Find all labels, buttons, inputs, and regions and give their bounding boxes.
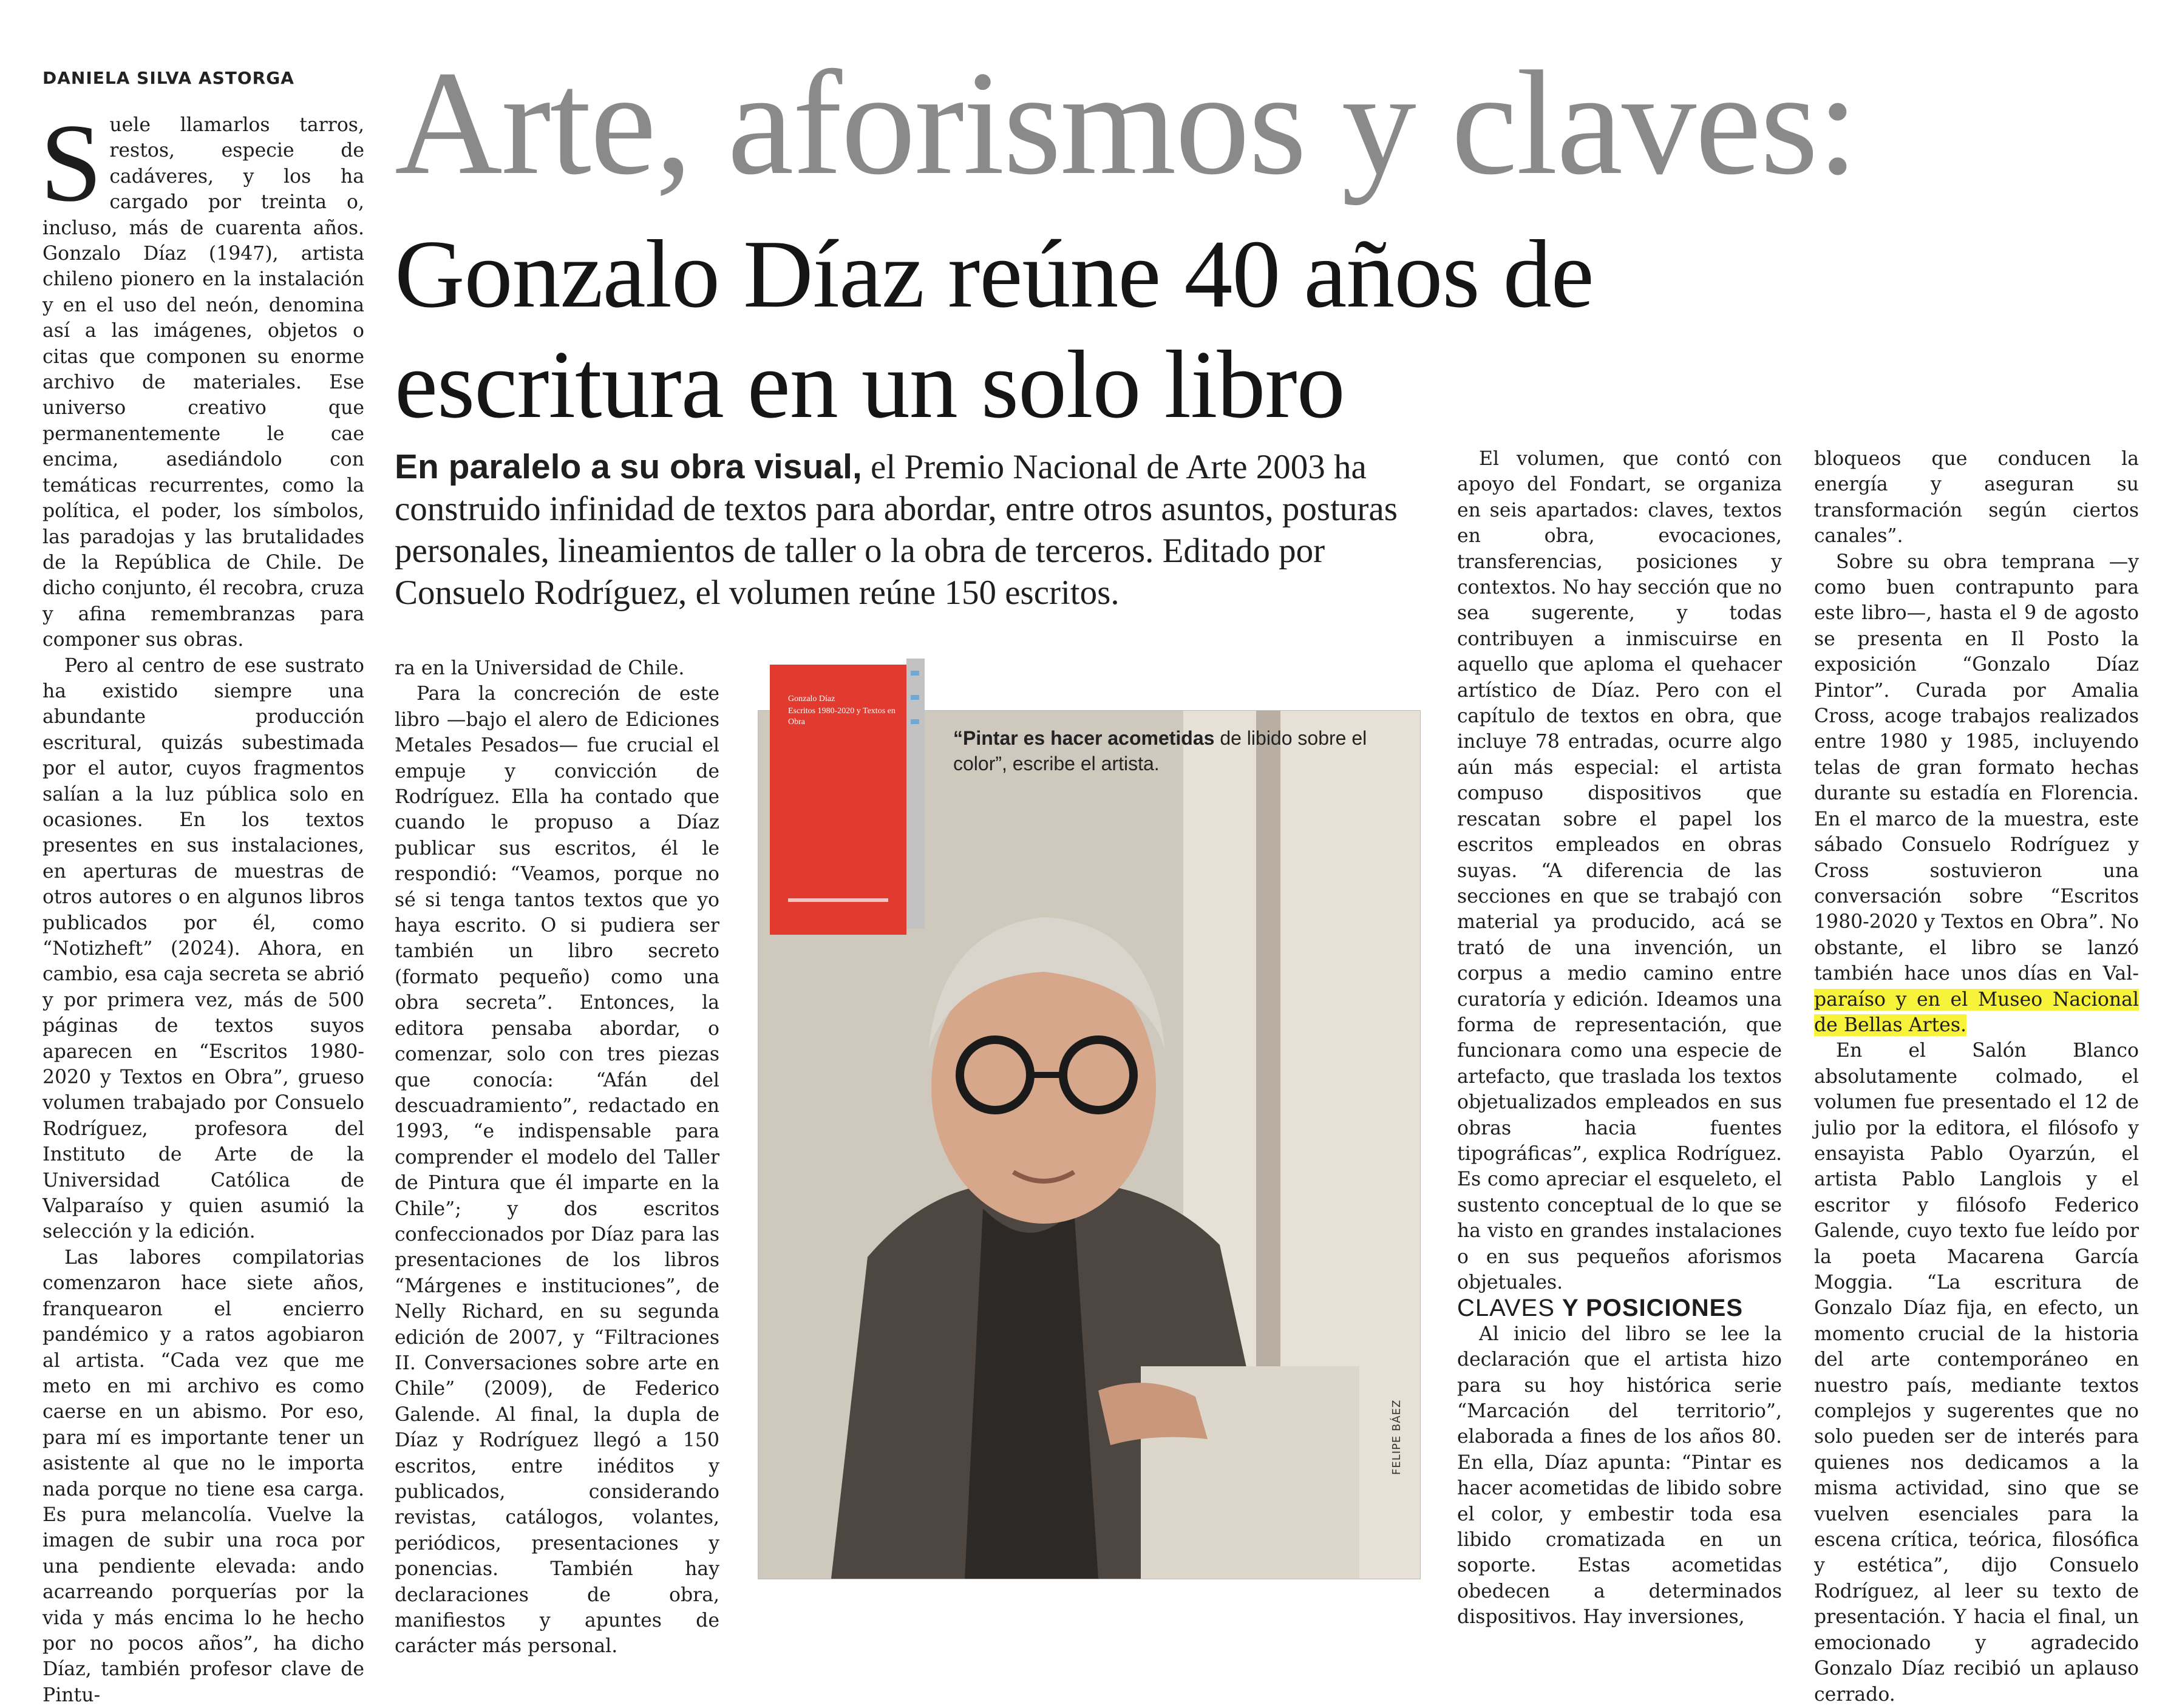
paragraph-text: Sobre su obra temprana —y como buen contrapunto para este libro—, hasta el 9 de agosto se presenta en Il Posto la exposición “Gonzalo Díaz Pintor”. Curada por Amalia Cross, acoge trabajos realizados entre 1980 y 1985, incluyendo telas de gran formato hechas durante su estadía en Florencia. En el marco de la muestra, este sábado Consuelo Rodríguez y Cross sostuvieron una conversación sobre “Escritos 1980-2020 y Textos en Obra”. No obstante, el libro se lanzó también hace unos días en Val-	[1814, 551, 2139, 985]
byline: DANIELA SILVA ASTORGA	[42, 68, 294, 88]
subhead-light: CLAVES	[1457, 1295, 1562, 1322]
paragraph: Pero al centro de ese sustrato ha existido siempre una abundante producción escritural, quizás subestimada por el autor, cuyos fragmentos salían a la luz pública solo en ocasiones. En los textos presentes en sus instalaciones, en aperturas de muestras de otros autores o en algunos libros publicados por él, como “Notizheft” (2024). Ahora, en cambio, esa caja secreta se abrió y por primera vez, más de 500 páginas de textos suyos aparecen en “Escritos 1980-2020 y Textos en Obra”, grueso volumen trabajado por Consuelo Rodríguez, profesora del Instituto de Arte de la Universidad Católica de Valparaíso y quien asumió la selección y la edición.	[42, 654, 364, 1243]
paragraph: Las labores compilatorias comenzaron hace siete años, franquearon el encierro pandémico y a ratos agobiaron al artista. “Cada vez que me meto en mi archivo es como caerse en un abismo. Por eso, para mí es importante tener un asistente al que no le importa nada porque no tiene esa carga. Es pura melancolía. Vuelve la imagen de subir una roca por una pendiente elevada: ando acarreando porquerías por la vida y más encima lo he hecho por no pocos años”, ha dicho Díaz, también profesor clave de Pintu-	[42, 1246, 364, 1706]
paragraph: Para la concreción de este libro —bajo el alero de Ediciones Metales Pesados— fue crucial el empuje y convicción de Rodríguez. Ella ha contado que cuando le propuso a Díaz publicar sus escritos, él le respondió: “Veamos, porque no sé si tenga tantos textos que yo haya escrito. O si pudiera ser también un libro secreto (formato pequeño) como una obra secreta”. Entonces, la editora pensaba abordar, o comenzar, solo con tres piezas que conocía: “Afán del descuadramiento”, redactado en 1993, “e indispensable para comprender el modelo del Taller de Pintura que él imparte en la Chile”; y dos escritos confeccionados por Díaz para las presentaciones de los libros “Márgenes e instituciones”, de Nelly Richard, en su segunda edición de 2007, y “Filtraciones II. Conversaciones sobre arte en Chile” (2009), de Federico Galende. Al final, la dupla de Díaz y Rodríguez llegó a 150 escritos, entre inéditos y publicados, considerando revistas, catálogos, volantes, periódicos, presentaciones y ponencias. También hay declaraciones de obra, manifiestos y apuntes de carácter más personal.	[395, 683, 719, 1658]
body-column-4	[1814, 446, 2139, 1707]
paragraph-text: uele llamarlos tarros, restos, especie de cadáveres, y los ha cargado por treinta o, incluso, más de cuarenta años. Gonzalo Díaz (1947), artista chileno pionero en la instalación y en el uso del neón, denomina así a las imágenes, objetos o citas que componen su enorme archivo de materiales. Ese universo creativo que permanentemente le cae encima, asediándolo con temáticas recurrentes, como la política, el poder, los símbolos, las paradojas y las brutalidades de la República de Chile. De dicho conjunto, él recobra, cruza y afina remembranzas para componer sus obras.	[42, 114, 364, 651]
caption-text: de libido sobre el color”, escribe el artista.	[953, 727, 1367, 774]
caption-bold: “Pintar es hacer acometidas	[953, 727, 1215, 749]
paragraph	[40, 101, 364, 653]
body-column-1	[40, 101, 364, 1708]
paragraph: El volumen, que contó con apoyo del Fondart, se organiza en seis apartados: claves, textos en obra, evocaciones, transferencias, posiciones y contextos. No hay sección que no sea sugerente, y todas contribuyen a inmiscuirse en aquello que aploma el quehacer artístico de Díaz. Pero con el capítulo de textos en obra, que incluye 78 entradas, ocurre algo aún más especial: el artista compuso dispositivos que rescatan sobre el papel los escritos empleados en obras suyas. “A diferencia de las secciones en que se trabajó con material ya producido, acá se trató de una invención, un corpus a medio camino entre curatoría y edición. Ideamos una forma de representación, que funcionara como una especie de artefacto, que traslada los textos objetualizados empleados en sus obras hacia fuentes tipográficas”, explica Rodríguez. Es como apreciar el esqueleto, el sustento conceptual de lo que se ha visto en grandes instalaciones o en sus pequeños aforismos objetuales.	[1457, 448, 1782, 1293]
subhead-bold: Y POSICIONES	[1562, 1295, 1744, 1322]
paragraph: bloqueos que conducen la energía y aseguran su transformación según ciertos canales”.	[1814, 448, 2139, 547]
section-subhead	[1457, 1295, 1782, 1321]
dek-lead: En paralelo a su obra visual,	[395, 447, 862, 486]
photo-caption	[953, 725, 1378, 776]
drop-cap: S	[40, 101, 103, 225]
book-author: Gonzalo Díaz	[788, 694, 835, 703]
paragraph: Al inicio del libro se lee la declaración que el artista hizo para su hoy histórica serie “Marcación del territorio”, elaborada a fines de los años 80. En ella, Díaz apunta: “Pintar es hacer acometidas de libido sobre el color, y embestir toda esa libido cromatizada en un soporte. Estas acometidas obedecen a determinados dispositivos. Hay inversiones,	[1457, 1323, 1782, 1628]
dek-text: el Premio Nacional de Arte 2003 ha construido infinidad de textos para abordar, entre otros asuntos, posturas personales, lineamientos de taller o la obra de terceros. Editado por Consuelo Rodríguez, el volumen reúne 150 escritos.	[395, 448, 1398, 612]
kicker-title: Arte, aforismos y claves:	[395, 41, 1858, 206]
photo-credit: FELIPE BÁEZ	[1390, 1399, 1403, 1475]
book-title: Escritos 1980-2020 y Textos en Obra	[788, 707, 896, 727]
paragraph: ra en la Universidad de Chile.	[395, 657, 685, 679]
book-cover	[770, 659, 925, 935]
highlighted-text: paraíso y en el Museo Nacional de Bellas Artes.	[1814, 988, 2139, 1036]
dek	[395, 446, 1424, 614]
paragraph: En el Salón Blanco absolutamente colmado, el volumen fue presentado el 12 de julio por la editora, el filósofo y ensayista Pablo Oyarzún, el artista Pablo Langlois y el escritor y filósofo Federico Galende, cuyo texto fue leído por la poeta Macarena García Moggia. “La escritura de Gonzalo Díaz fija, en efecto, un momento crucial de la historia del arte contemporáneo en nuestro país, mediante textos complejos y sugerentes que no solo pueden ser de interés para quienes nos dedicamos a la misma actividad, sino que se vuelven esenciales para la escena crítica, teórica, filosófica y estética”, dijo Consuelo Rodríguez, al leer su texto de presentación. Y hacia el final, un emocionado y agradecido Gonzalo Díaz recibió un aplauso cerrado.	[1814, 1040, 2139, 1706]
paragraph	[1814, 549, 2139, 1039]
body-column-2	[395, 656, 719, 1659]
headline: Gonzalo Díaz reúne 40 años de escritura en un solo libro	[395, 220, 1594, 438]
body-column-3	[1457, 446, 1782, 1630]
